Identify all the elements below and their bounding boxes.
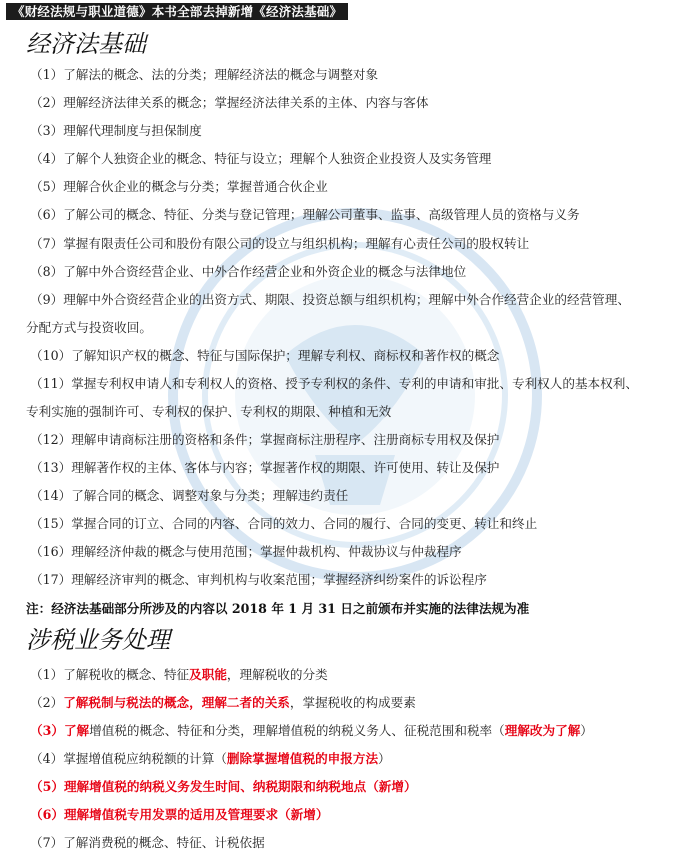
item-text: （4）掌握增值税应纳税额的计算（	[30, 751, 227, 766]
list-item: （14）了解合同的概念、调整对象与分类；理解违约责任	[30, 488, 349, 503]
banner-notice: 《财经法规与职业道德》本书全部去掉新增《经济法基础》	[6, 3, 348, 20]
list-item	[30, 695, 670, 711]
list-item: （10）了解知识产权的概念、特征与国际保护；理解专利权、商标权和著作权的概念	[30, 348, 500, 363]
list-item: （6）理解增值税专用发票的适用及管理要求（新增）	[30, 807, 329, 822]
highlight-text: 及职能	[189, 667, 227, 682]
list-item: （6）了解公司的概念、特征、分类与登记管理；理解公司董事、监事、高级管理人员的资格与义务	[30, 207, 580, 222]
list-item: （2）理解经济法律关系的概念；掌握经济法律关系的主体、内容与客体	[30, 95, 429, 110]
list-item: （3）理解代理制度与担保制度	[30, 123, 202, 138]
list-item	[30, 667, 670, 683]
highlight-text: （3）了解	[30, 723, 90, 738]
list-item: （5）理解合伙企业的概念与分类；掌握普通合伙企业	[30, 179, 328, 194]
list-item-continuation: 分配方式与投资收回。	[26, 320, 152, 335]
section-title-economic-law: 经济法基础	[26, 30, 146, 58]
list-item: （4）了解个人独资企业的概念、特征与设立；理解个人独资企业投资人及实务管理	[30, 151, 492, 166]
list-item	[30, 751, 670, 767]
item-text: ）	[580, 723, 593, 738]
list-item: （7）了解消费税的概念、特征、计税依据	[30, 835, 265, 850]
footnote: 注：经济法基础部分所涉及的内容以 2018 年 1 月 31 日之前颁布并实施的法律法规为准	[26, 601, 530, 616]
item-text: （2）	[30, 695, 64, 710]
list-item: （5）理解增值税的纳税义务发生时间、纳税期限和纳税地点（新增）	[30, 779, 417, 794]
list-item: （15）掌握合同的订立、合同的内容、合同的效力、合同的履行、合同的变更、转让和终止	[30, 516, 538, 531]
item-text: （1）了解税收的概念、特征	[30, 667, 190, 682]
item-text: ）	[378, 751, 391, 766]
list-item: （12）理解申请商标注册的资格和条件；掌握商标注册程序、注册商标专用权及保护	[30, 432, 500, 447]
item-text: ，掌握税收的构成要素	[289, 695, 416, 710]
list-item: （7）掌握有限责任公司和股份有限公司的设立与组织机构；理解有心责任公司的股权转让	[30, 236, 530, 251]
item-text: ，理解税收的分类	[226, 667, 328, 682]
highlight-text: 删除掌握增值税的申报方法	[226, 751, 379, 766]
list-item-continuation: 专利实施的强制许可、专利权的保护、专利权的期限、种植和无效	[26, 404, 392, 419]
highlight-text: 了解税制与税法的概念，理解二者的关系	[63, 695, 290, 710]
section-title-tax-business: 涉税业务处理	[26, 626, 170, 654]
list-item: （1）了解法的概念、法的分类；理解经济法的概念与调整对象	[30, 67, 379, 82]
list-item: （17）理解经济审判的概念、审判机构与收案范围；掌握经济纠纷案件的诉讼程序	[30, 572, 487, 587]
item-text: 增值税的概念、特征和分类，理解增值税的纳税义务人、征税范围和税率（	[89, 723, 505, 738]
list-item: （13）理解著作权的主体、客体与内容；掌握著作权的期限、许可使用、转让及保护	[30, 460, 500, 475]
list-item: （16）理解经济仲裁的概念与使用范围；掌握仲裁机构、仲裁协议与仲裁程序	[30, 544, 462, 559]
list-item: （8）了解中外合资经营企业、中外合作经营企业和外资企业的概念与法律地位	[30, 264, 467, 279]
list-item: （11）掌握专利权申请人和专利权人的资格、授予专利权的条件、专利的申请和审批、专利权人的基本权利、	[30, 376, 638, 391]
list-item	[30, 723, 670, 739]
list-item: （9）理解中外合资经营企业的出资方式、期限、投资总额与组织机构；理解中外合作经营企业的经营管理、	[30, 292, 630, 307]
highlight-text: 理解改为了解	[504, 723, 581, 738]
